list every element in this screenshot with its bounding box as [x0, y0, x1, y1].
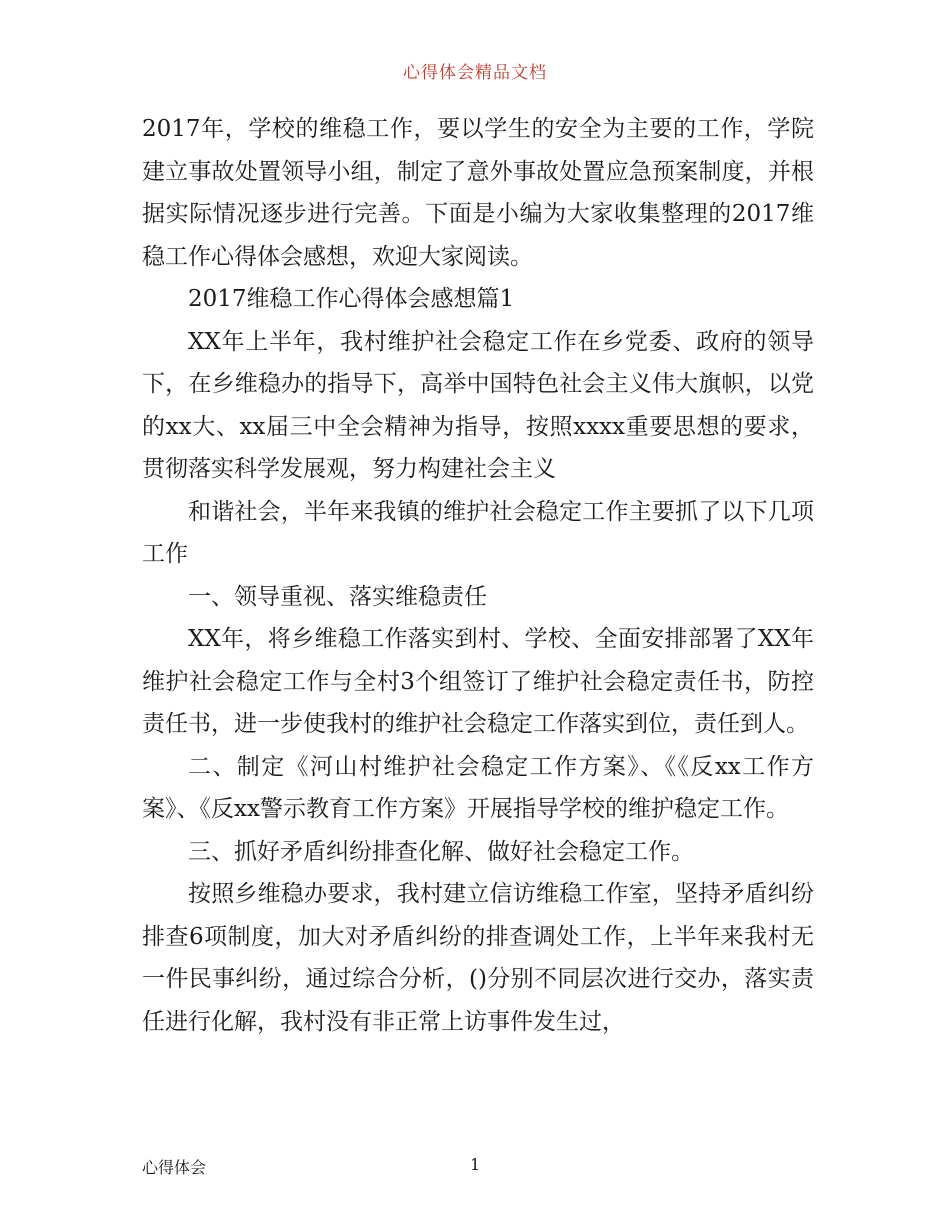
footer-label: 心得体会 — [142, 1158, 207, 1177]
page-footer — [0, 1155, 950, 1179]
subsection-heading: 一、领导重视、落实维稳责任 — [188, 583, 487, 610]
paragraph-intro: 2017年，学校的维稳工作，要以学生的安全为主要的工作，学院建立事故处置领导小组，制定了意外事故处置应急预案制度，并根据实际情况逐步进行完善。下面是小编为大家收集整理的2017维稳工作心得体会感想，欢迎大家阅读。 — [142, 116, 814, 270]
paragraph: 按照乡维稳办要求，我村建立信访维稳工作室，坚持矛盾纠纷排查6项制度，加大对矛盾纠纷的排查调处工作，上半年来我村无一件民事纠纷，通过综合分析，()分别不同层次进行交办，落实责任进行化解，我村没有非正常上访事件发生过， — [142, 881, 814, 1035]
page-header-title: 心得体会精品文档 — [403, 63, 547, 83]
paragraph: XX年，将乡维稳工作落实到村、学校、全面安排部署了XX年维护社会稳定工作与全村3个组签订了维护社会稳定责任书，防控责任书，进一步使我村的维护社会稳定工作落实到位，责任到人。 — [142, 626, 814, 737]
document-body — [142, 108, 814, 1043]
page-number: 1 — [470, 1155, 481, 1174]
paragraph: 和谐社会，半年来我镇的维护社会稳定工作主要抓了以下几项工作 — [142, 498, 814, 567]
section-heading: 2017维稳工作心得体会感想篇1 — [188, 286, 515, 312]
paragraph: XX年上半年，我村维护社会稳定工作在乡党委、政府的领导下，在乡维稳办的指导下，高举中国特色社会主义伟大旗帜，以党的xx大、xx届三中全会精神为指导，按照xxxx重要思想的要求，贯彻落实科学发展观，努力构建社会主义 — [142, 328, 814, 482]
subsection-heading: 三、抓好矛盾纠纷排查化解、做好社会稳定工作。 — [188, 838, 694, 865]
paragraph: 二、制定《河山村维护社会稳定工作方案》、《《反xx工作方案》、《反xx警示教育工作方案》开展指导学校的维护稳定工作。 — [142, 753, 814, 822]
